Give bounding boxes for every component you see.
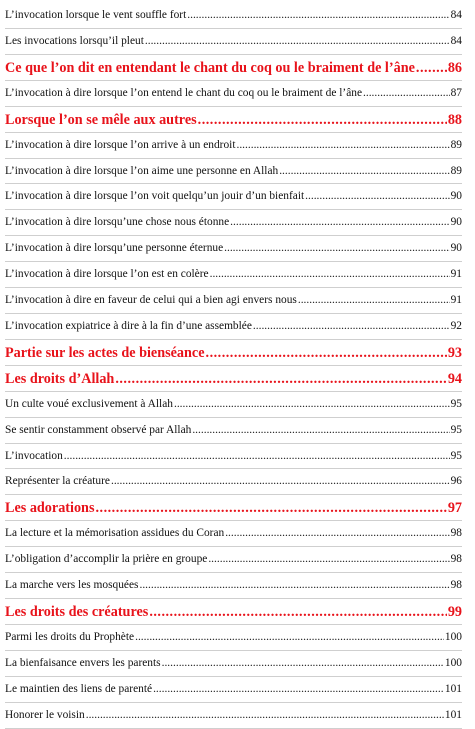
toc-entry-title: L’invocation à dire lorsqu’une chose nous étonne [5, 216, 230, 229]
toc-entry[interactable] [5, 677, 462, 703]
dot-leader [174, 392, 450, 418]
toc-section-heading[interactable] [5, 55, 462, 81]
toc-entry[interactable] [5, 469, 462, 495]
toc-section-page: 94 [447, 370, 462, 387]
toc-entry[interactable] [5, 29, 462, 55]
dot-leader [115, 366, 446, 392]
toc-entry[interactable] [5, 703, 462, 729]
dot-leader [236, 133, 449, 159]
toc-entry[interactable] [5, 184, 462, 210]
toc-entry[interactable] [5, 210, 462, 236]
toc-entry-page: 98 [450, 553, 462, 566]
toc-entry-page: 87 [450, 86, 462, 99]
toc-entry-page: 91 [450, 268, 462, 281]
dot-leader [86, 703, 444, 729]
toc-entry-title: Parmi les droits du Prophète [5, 631, 135, 644]
toc-entry-title: Les invocations lorsqu’il pleut [5, 34, 144, 47]
dot-leader [95, 495, 446, 521]
toc-entry[interactable] [5, 418, 462, 444]
dot-leader [230, 210, 449, 236]
toc-entry-page: 95 [450, 449, 462, 462]
table-of-contents [5, 3, 462, 729]
toc-entry-title: L’invocation expiatrice à dire à la fin d’une assemblée [5, 319, 252, 332]
toc-entry-title: L’invocation à dire lorsque l’on arrive à un endroit [5, 138, 236, 151]
toc-section-page: 99 [447, 604, 462, 621]
toc-entry-title: L’obligation d’accomplir la prière en groupe [5, 553, 208, 566]
dot-leader [208, 547, 449, 573]
dot-leader [149, 599, 447, 625]
toc-section-page: 86 [447, 59, 462, 76]
toc-entry-page: 90 [450, 190, 462, 203]
toc-entry-page: 98 [450, 579, 462, 592]
toc-entry-page: 95 [450, 423, 462, 436]
toc-entry-page: 100 [444, 631, 462, 644]
toc-entry[interactable] [5, 392, 462, 418]
dot-leader [210, 262, 450, 288]
toc-entry-title: Un culte voué exclusivement à Allah [5, 397, 173, 410]
toc-section-heading[interactable] [5, 366, 462, 392]
toc-section-page: 97 [447, 500, 462, 517]
toc-entry-page: 100 [444, 656, 462, 669]
toc-entry[interactable] [5, 236, 462, 262]
toc-section-heading[interactable] [5, 599, 462, 625]
dot-leader [416, 55, 447, 81]
toc-entry-title: Le maintien des liens de parenté [5, 682, 153, 695]
toc-entry-title: L’invocation à dire lorsqu’une personne éternue [5, 242, 224, 255]
toc-section-page: 88 [447, 111, 462, 128]
dot-leader [111, 469, 450, 495]
dot-leader [145, 29, 450, 55]
dot-leader [305, 184, 449, 210]
toc-entry-title: L’invocation [5, 449, 63, 462]
toc-entry-page: 89 [450, 138, 462, 151]
dot-leader [253, 314, 450, 340]
dot-leader [162, 651, 444, 677]
toc-entry[interactable] [5, 521, 462, 547]
toc-entry[interactable] [5, 262, 462, 288]
dot-leader [153, 677, 444, 703]
toc-section-title: Les droits des créatures [5, 604, 149, 621]
dot-leader [224, 236, 449, 262]
toc-entry-title: L’invocation à dire lorsque l’on aime une personne en Allah [5, 164, 279, 177]
toc-entry-page: 101 [444, 682, 462, 695]
toc-entry[interactable] [5, 573, 462, 599]
dot-leader [139, 573, 449, 599]
toc-section-title: Les droits d’Allah [5, 370, 115, 387]
toc-entry-title: L’invocation lorsque le vent souffle fort [5, 9, 187, 21]
toc-entry[interactable] [5, 81, 462, 107]
toc-entry-page: 90 [450, 216, 462, 229]
toc-entry[interactable] [5, 547, 462, 573]
toc-entry-page: 98 [450, 527, 462, 540]
toc-entry[interactable] [5, 444, 462, 470]
toc-entry-page: 96 [450, 475, 462, 488]
toc-entry-page: 101 [444, 708, 462, 721]
toc-section-title: Les adorations [5, 500, 95, 517]
toc-entry-page: 92 [450, 319, 462, 332]
dot-leader [206, 340, 447, 366]
toc-entry-page: 95 [450, 397, 462, 410]
toc-entry-title: La marche vers les mosquées [5, 579, 139, 592]
toc-entry-title: L’invocation à dire lorsque l’on est en colère [5, 268, 209, 281]
toc-section-heading[interactable] [5, 495, 462, 521]
toc-section-title: Lorsque l’on se mêle aux autres [5, 111, 197, 128]
toc-entry-page: 91 [450, 294, 462, 307]
dot-leader [279, 159, 449, 185]
toc-entry-page: 84 [450, 34, 462, 47]
toc-entry-title: Se sentir constamment observé par Allah [5, 423, 192, 436]
toc-entry[interactable] [5, 288, 462, 314]
toc-entry-title: L’invocation à dire lorsque l’on voit quelqu’un jouir d’un bienfait [5, 190, 305, 203]
toc-entry[interactable] [5, 3, 462, 29]
toc-entry-title: L’invocation à dire en faveur de celui qui a bien agi envers nous [5, 294, 297, 307]
toc-entry[interactable] [5, 314, 462, 340]
toc-entry[interactable] [5, 159, 462, 185]
toc-section-heading[interactable] [5, 107, 462, 133]
toc-section-heading[interactable] [5, 340, 462, 366]
toc-section-title: Partie sur les actes de bienséance [5, 344, 205, 361]
toc-entry[interactable] [5, 133, 462, 159]
toc-entry-title: La lecture et la mémorisation assidues du Coran [5, 527, 225, 540]
dot-leader [198, 107, 447, 133]
toc-section-title: Ce que l’on dit en entendant le chant du coq ou le braiment de l’âne [5, 59, 415, 76]
dot-leader [135, 625, 444, 651]
dot-leader [363, 81, 450, 107]
toc-entry-page: 84 [450, 9, 462, 21]
toc-entry[interactable] [5, 651, 462, 677]
dot-leader [187, 3, 449, 29]
toc-entry-title: Représenter la créature [5, 475, 110, 488]
toc-section-page: 93 [447, 344, 462, 361]
toc-entry-page: 90 [450, 242, 462, 255]
dot-leader [64, 444, 450, 470]
dot-leader [192, 418, 449, 444]
toc-entry-title: La bienfaisance envers les parents [5, 656, 161, 669]
dot-leader [298, 288, 450, 314]
toc-entry-title: L’invocation à dire lorsque l’on entend le chant du coq ou le braiment de l’âne [5, 86, 362, 99]
toc-entry-page: 89 [450, 164, 462, 177]
toc-entry[interactable] [5, 625, 462, 651]
toc-entry-title: Honorer le voisin [5, 708, 85, 721]
dot-leader [225, 521, 449, 547]
